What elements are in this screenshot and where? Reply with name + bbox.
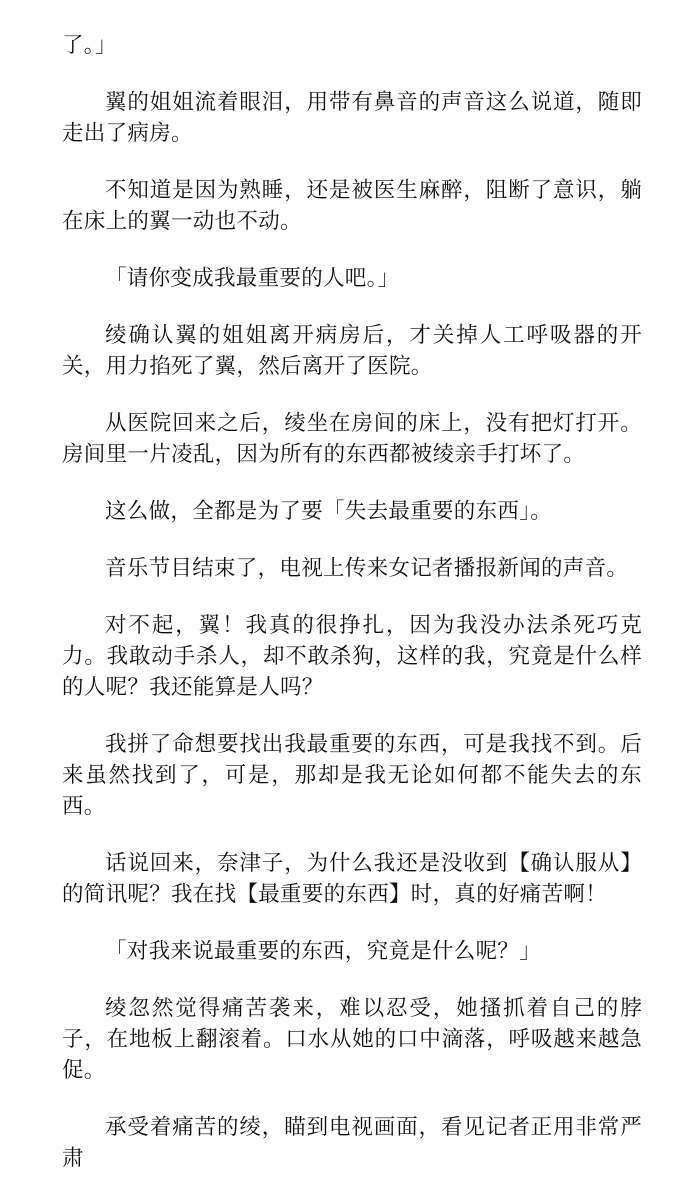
paragraph: 绫忽然觉得痛苦袭来，难以忍受，她搔抓着自己的脖子，在地板上翻滚着。口水从她的口中滴落，呼吸越来越急促。: [62, 996, 642, 1083]
paragraph: 音乐节目结束了，电视上传来女记者播报新闻的声音。: [105, 556, 629, 581]
paragraph: 从医院回来之后，绫坐在房间的床上，没有把灯打开。房间里一片凌乱，因为所有的东西都被绫亲手打坏了。: [62, 411, 642, 467]
page-body: [62, 30, 642, 1200]
paragraph: 我拼了命想要找出我最重要的东西，可是我找不到。后来虽然找到了，可是，那却是我无论如何都不能失去的东西。: [62, 732, 642, 819]
paragraph: 不知道是因为熟睡，还是被医生麻醉，阻断了意识，躺在床上的翼一动也不动。: [62, 178, 642, 234]
paragraph: 「对我来说最重要的东西，究竟是什么呢？」: [105, 939, 542, 964]
paragraph: 绫确认翼的姐姐离开病房后，才关掉人工呼吸器的开关，用力掐死了翼，然后离开了医院。: [62, 323, 642, 379]
paragraph: 「请你变成我最重要的人吧。」: [105, 266, 400, 291]
paragraph: 翼的姐姐流着眼泪，用带有鼻音的声音这么说道，随即走出了病房。: [62, 90, 642, 146]
paragraph: 了。」: [62, 33, 117, 58]
paragraph: 对不起，翼！我真的很挣扎，因为我没办法杀死巧克力。我敢动手杀人，却不敢杀狗，这样的我，究竟是什么样的人呢？我还能算是人吗？: [62, 613, 642, 700]
paragraph: 承受着痛苦的绫，瞄到电视画面，看见记者正用非常严肃: [62, 1115, 642, 1171]
paragraph: 这么做，全都是为了要「失去最重要的东西」。: [105, 499, 553, 524]
paragraph: 话说回来，奈津子，为什么我还是没收到【确认服从】的简讯呢？我在找【最重要的东西】时，真的好痛苦啊！: [62, 851, 642, 907]
